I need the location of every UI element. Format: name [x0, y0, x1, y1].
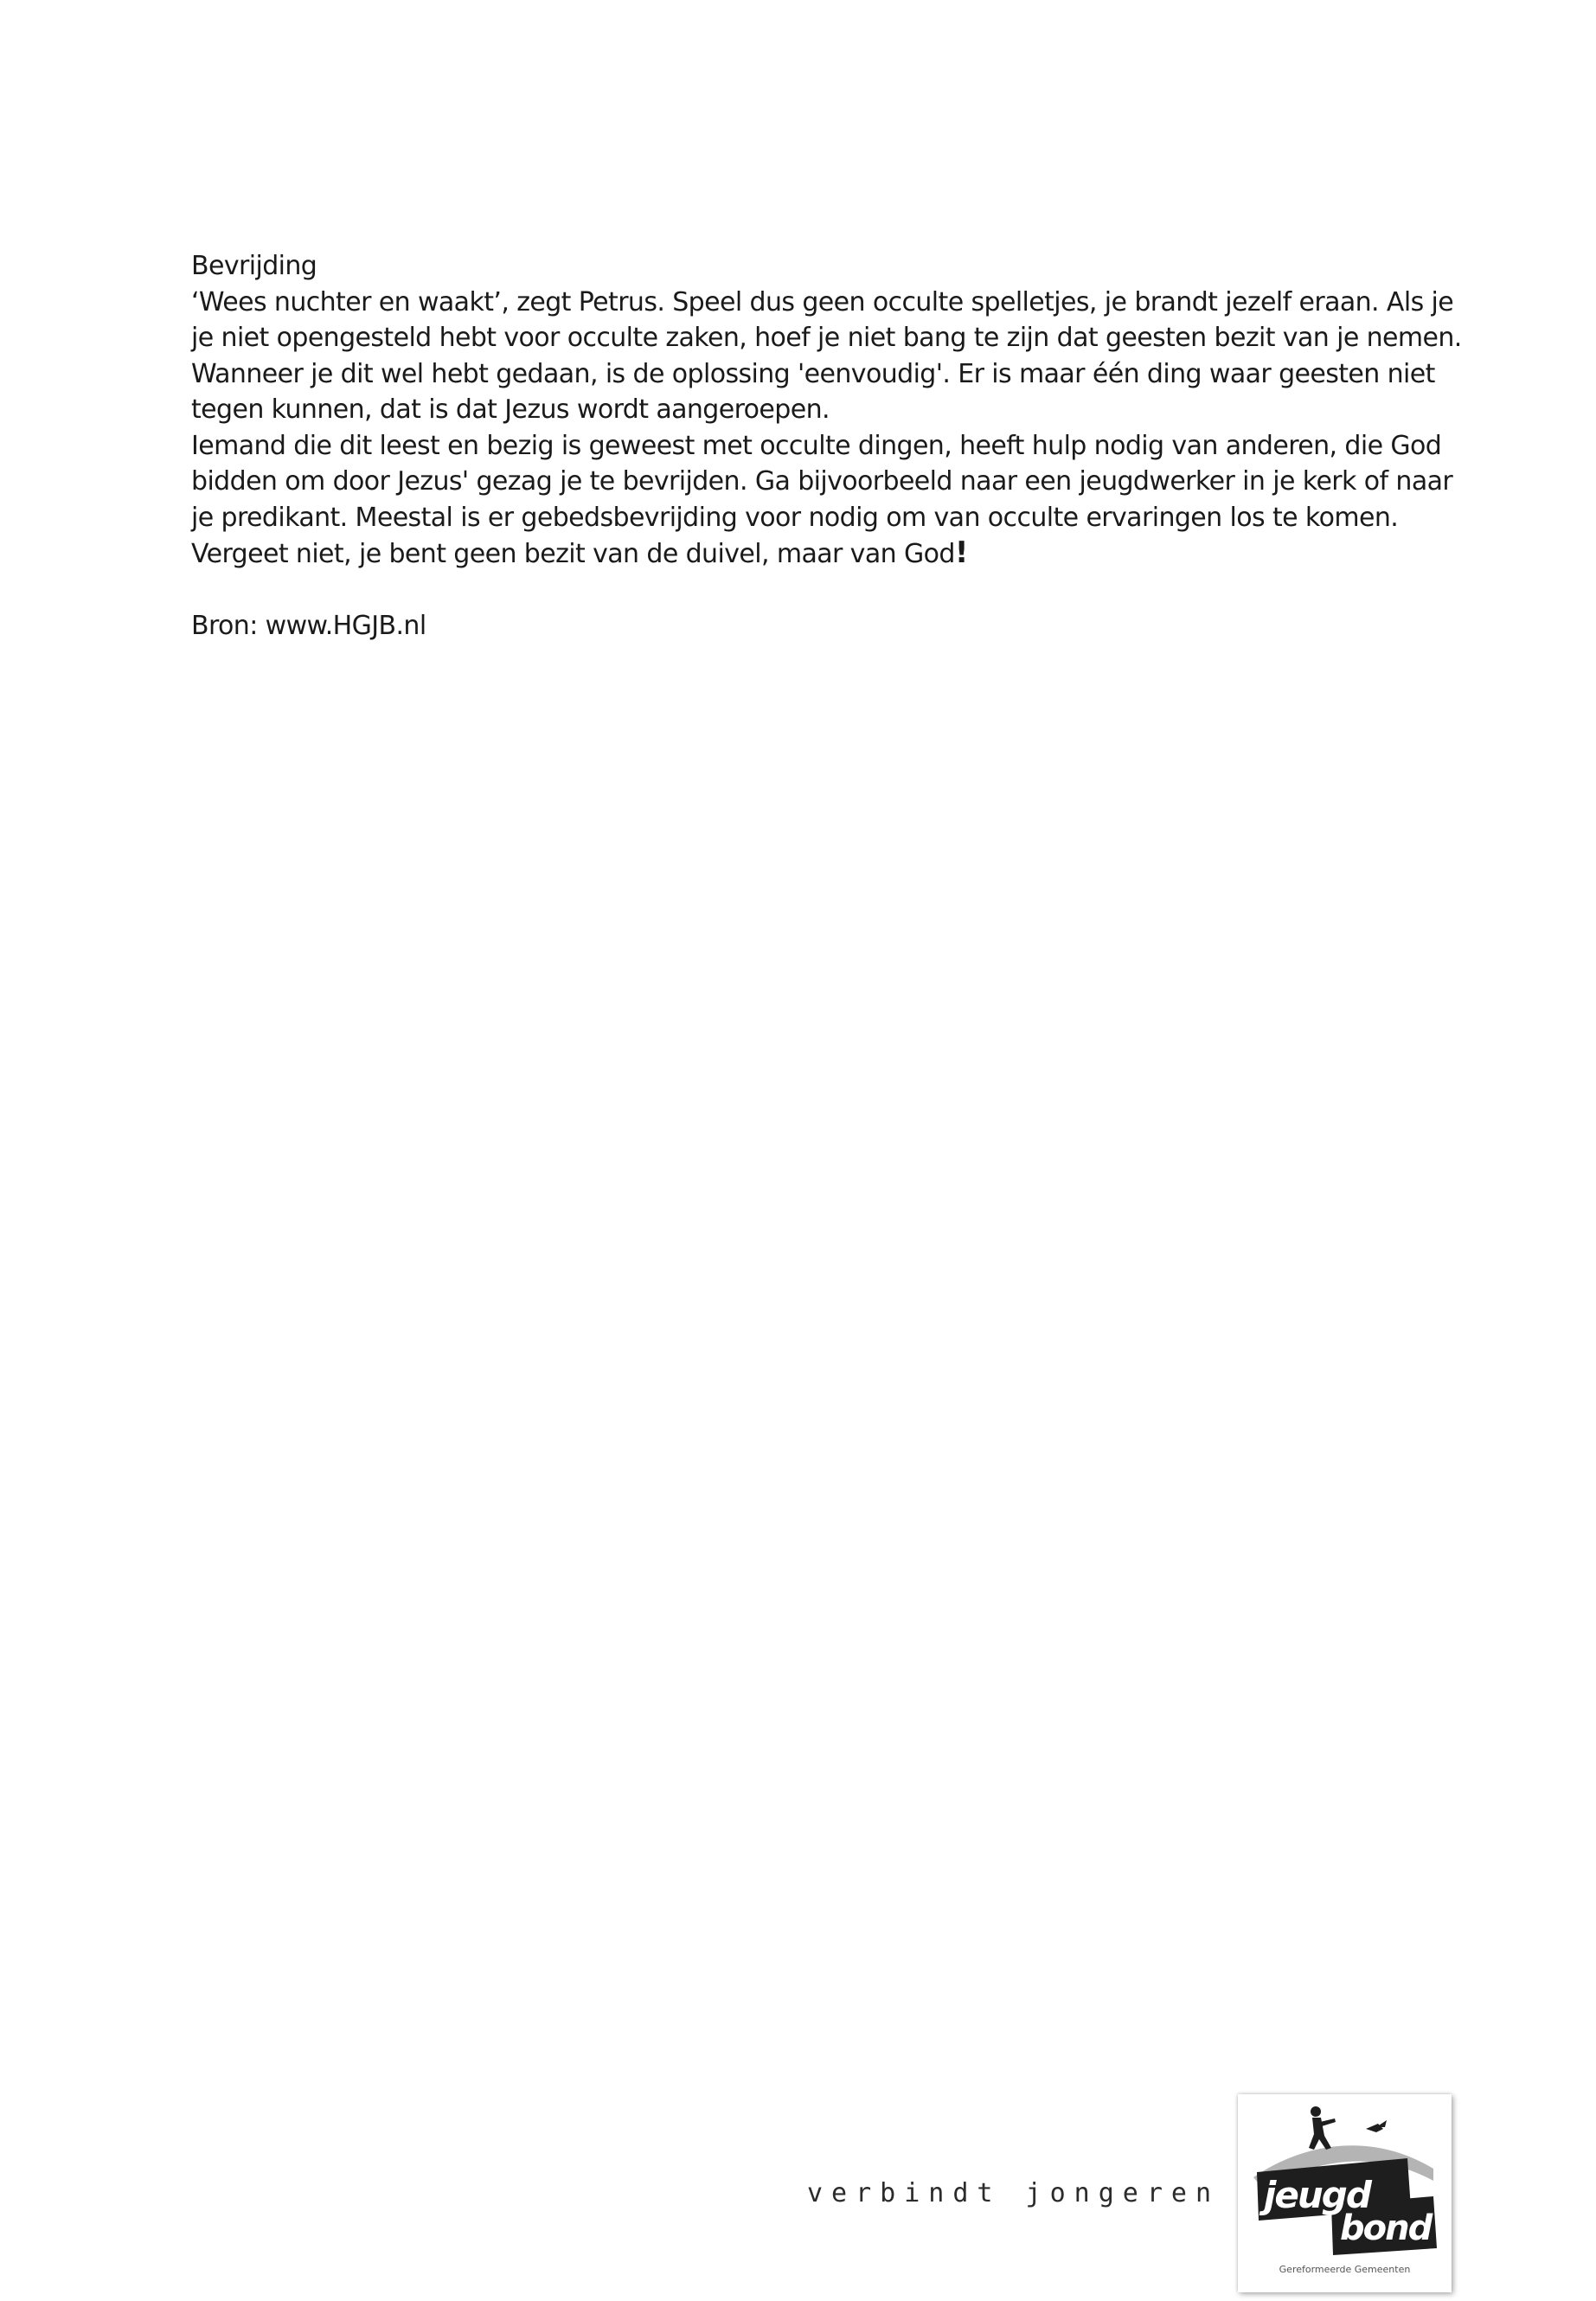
last-line-text: Vergeet niet, je bent geen bezit van de duivel, maar van God	[191, 539, 955, 569]
jeugdbond-logo	[1238, 2094, 1452, 2292]
logo-word-bond: bond	[1340, 2208, 1432, 2248]
paragraph-line: tegen kunnen, dat is dat Jezus wordt aangeroepen.	[191, 394, 830, 425]
paragraph-line: bidden om door Jezus' gezag je te bevrijden. Ga bijvoorbeeld naar een jeugdwerker in je kerk of naar	[191, 466, 1453, 497]
paragraph-line: je niet opengesteld hebt voor occulte zaken, hoef je niet bang te zijn dat geesten bezit van je nemen.	[191, 323, 1462, 353]
exclamation-mark: !	[954, 535, 968, 570]
paragraph-line: Iemand die dit leest en bezig is geweest met occulte dingen, heeft hulp nodig van anderen, die God	[191, 430, 1442, 461]
logo-subtitle: Gereformeerde Gemeenten	[1279, 2264, 1411, 2275]
logo-figure-icon	[1309, 2106, 1336, 2150]
document-body	[191, 248, 1462, 644]
logo-bird-icon	[1366, 2120, 1387, 2132]
paragraph-line: ‘Wees nuchter en waakt’, zegt Petrus. Speel dus geen occulte spelletjes, je brandt jezelf eraan. Als je	[191, 286, 1454, 317]
source-line: Bron: www.HGJB.nl	[191, 611, 426, 641]
logo-word-jeugd: jeugd	[1264, 2174, 1370, 2216]
blank-line	[191, 573, 1437, 609]
paragraph-line: je predikant. Meestal is er gebedsbevrijding voor nodig om van occulte ervaringen los te komen.	[191, 502, 1399, 533]
paragraph-last-line	[191, 535, 1437, 573]
document-heading: Bevrijding	[191, 251, 317, 281]
footer-tagline: verbindt jongeren	[807, 2178, 1221, 2208]
paragraph-line: Wanneer je dit wel hebt gedaan, is de oplossing 'eenvoudig'. Er is maar één ding waar geesten niet	[191, 358, 1435, 389]
